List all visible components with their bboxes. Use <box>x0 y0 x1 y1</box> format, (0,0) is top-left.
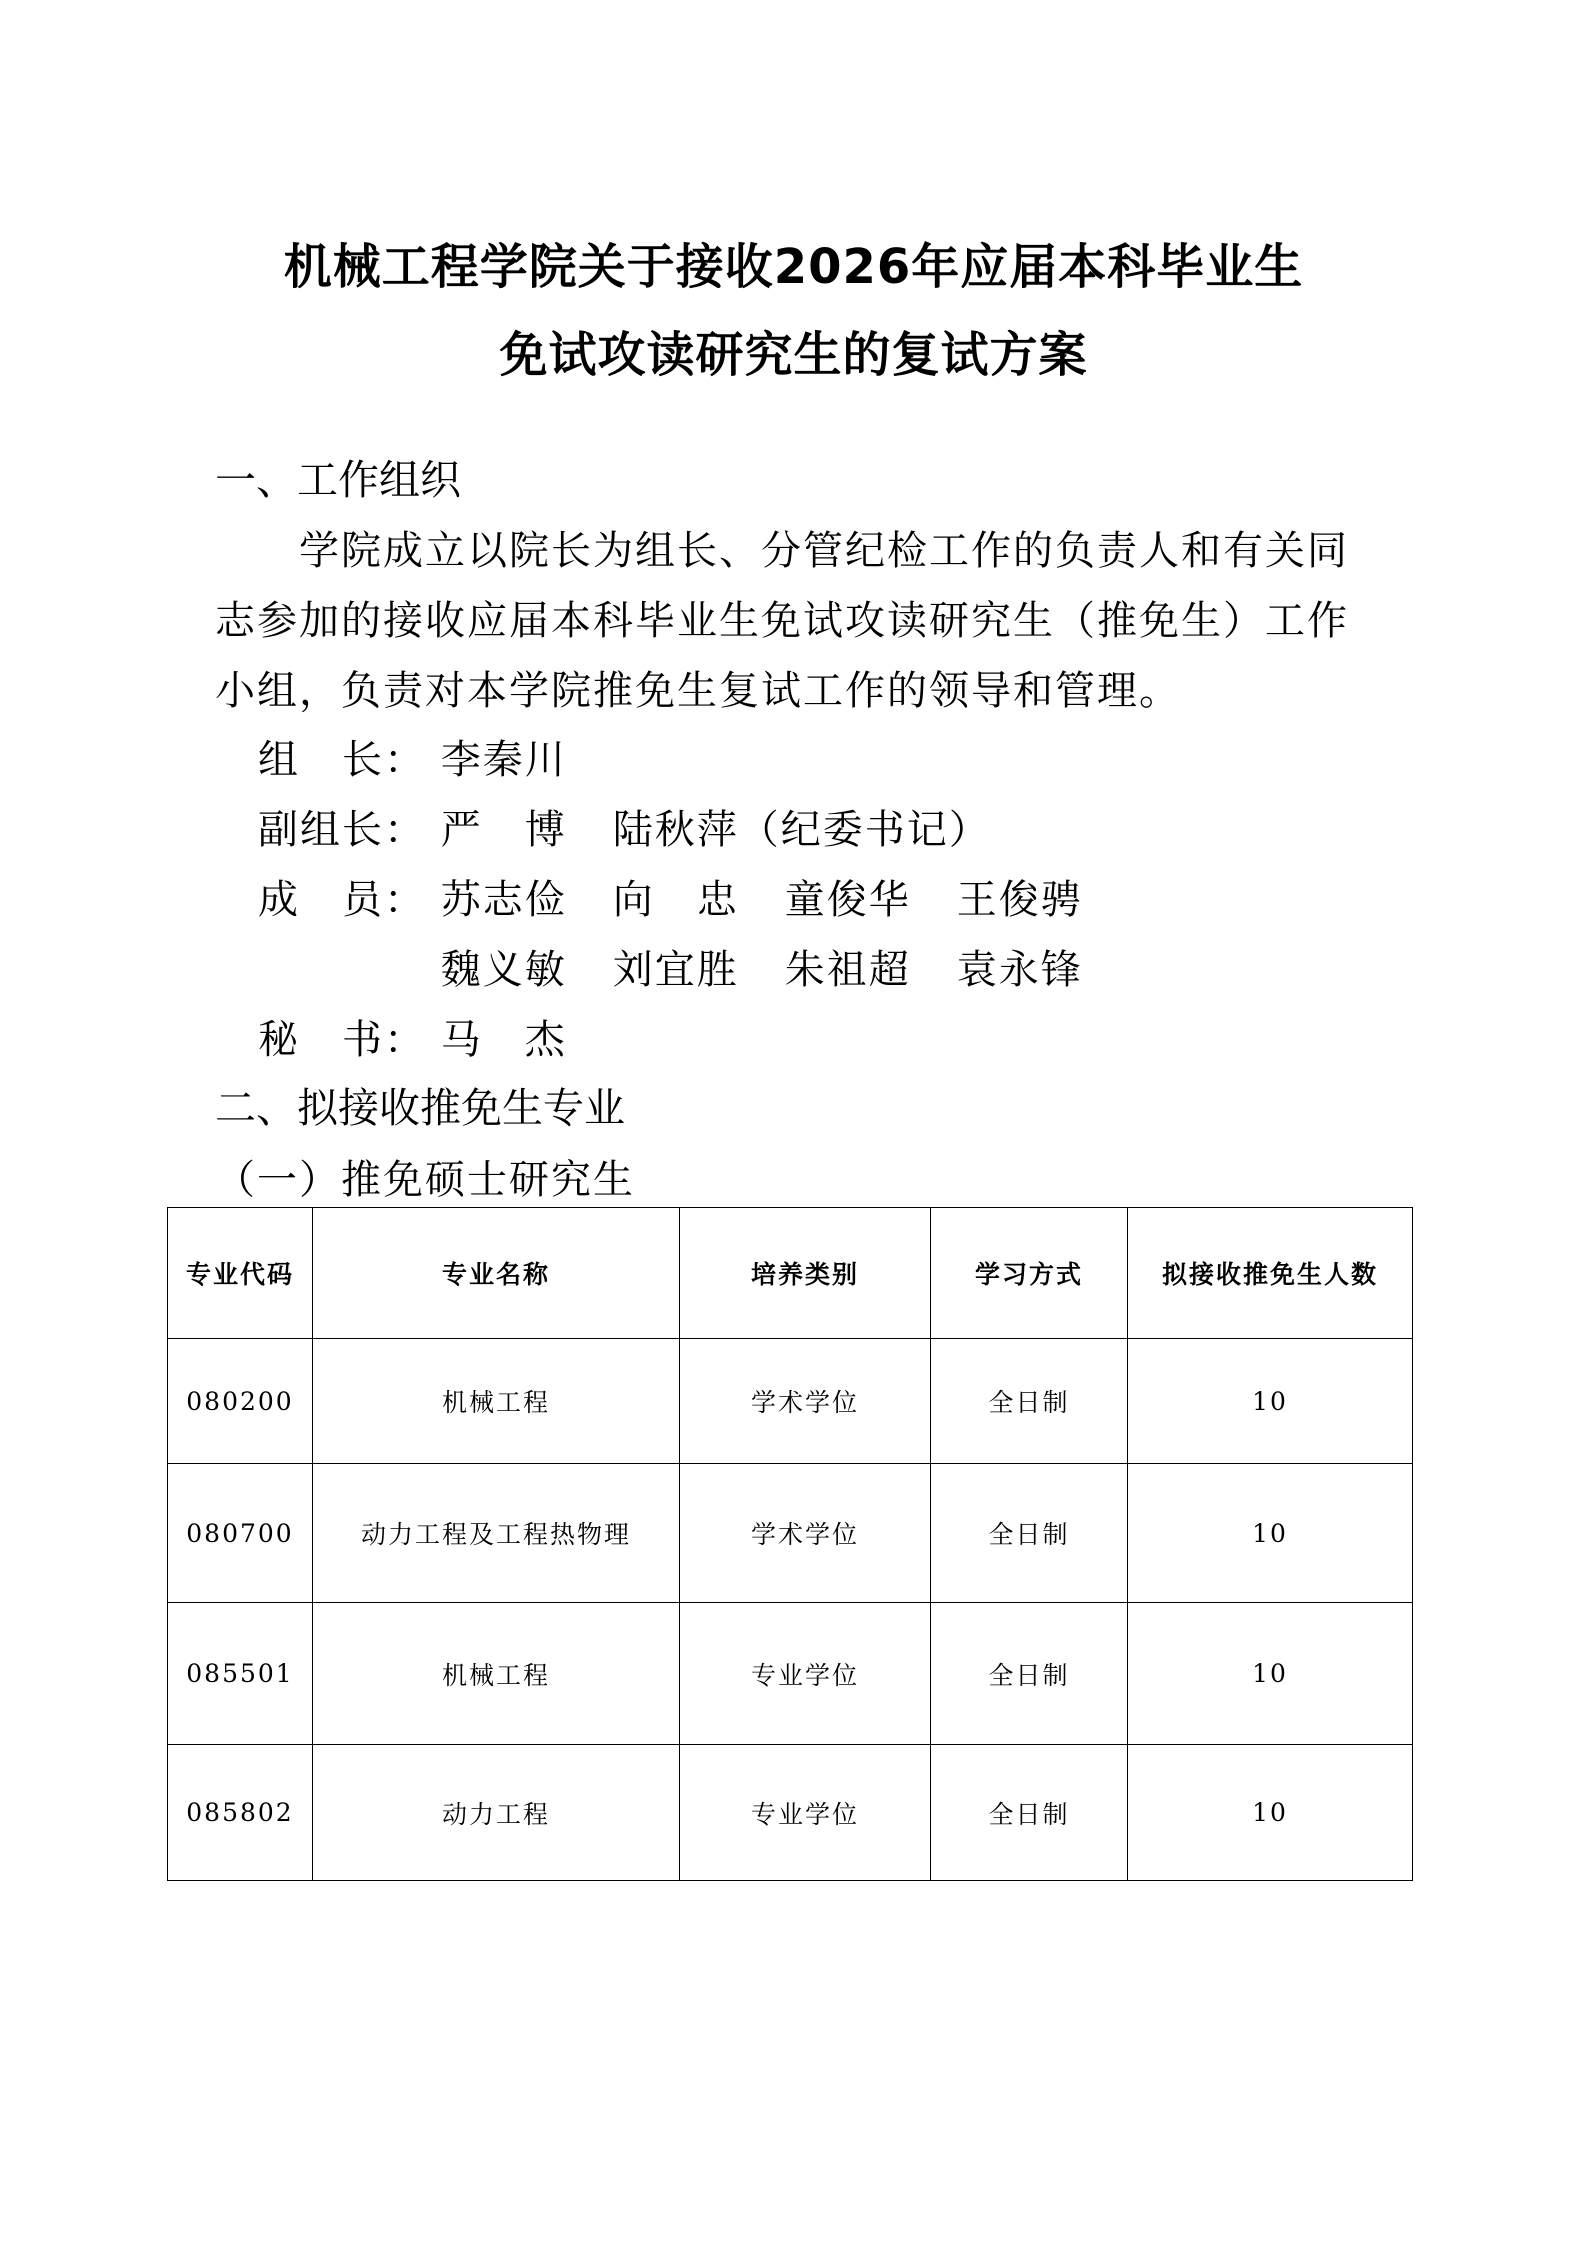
section1-paragraph <box>215 516 1375 726</box>
paragraph-line: 学院成立以院长为组长、分管纪检工作的负责人和有关同 <box>299 528 1349 574</box>
table-row <box>168 1339 1413 1464</box>
cell-training-type: 专业学位 <box>680 1603 931 1745</box>
member-name: 童俊华 <box>784 877 911 923</box>
member-name: 袁永锋 <box>956 947 1083 993</box>
deputy-leader-name: 严 博 <box>440 807 567 853</box>
cell-quota: 10 <box>1128 1464 1413 1603</box>
member-name: 刘宜胜 <box>612 947 739 993</box>
member-name: 王俊骋 <box>956 877 1083 923</box>
leader-label: 组 长： <box>258 737 426 783</box>
leader-row <box>258 732 613 788</box>
members-row <box>258 872 1129 928</box>
paragraph-line: 小组，负责对本学院推免生复试工作的领导和管理。 <box>215 668 1181 714</box>
cell-major-code: 080700 <box>168 1464 313 1603</box>
cell-major-name: 动力工程 <box>313 1745 680 1881</box>
header-training-type: 培养类别 <box>680 1208 931 1339</box>
member-name: 苏志俭 <box>440 877 567 923</box>
header-major-name: 专业名称 <box>313 1208 680 1339</box>
table-row <box>168 1745 1413 1881</box>
table-header-row <box>168 1208 1413 1339</box>
leader-name: 李秦川 <box>440 737 567 783</box>
cell-training-type: 学术学位 <box>680 1464 931 1603</box>
cell-study-mode: 全日制 <box>931 1603 1128 1745</box>
cell-quota: 10 <box>1128 1745 1413 1881</box>
members-label: 成 员： <box>258 877 426 923</box>
document-title-line1: 机械工程学院关于接收2026年应届本科毕业生 <box>283 239 1304 295</box>
cell-major-code: 080200 <box>168 1339 313 1464</box>
cell-study-mode: 全日制 <box>931 1745 1128 1881</box>
cell-quota: 10 <box>1128 1339 1413 1464</box>
member-name: 向 忠 <box>612 877 739 923</box>
header-quota: 拟接收推免生人数 <box>1128 1208 1413 1339</box>
majors-table <box>167 1207 1413 1881</box>
header-study-mode: 学习方式 <box>931 1208 1128 1339</box>
cell-study-mode: 全日制 <box>931 1464 1128 1603</box>
member-name: 魏义敏 <box>440 947 567 993</box>
cell-major-code: 085802 <box>168 1745 313 1881</box>
secretary-label: 秘 书： <box>258 1017 426 1063</box>
member-name: 朱祖超 <box>784 947 911 993</box>
secretary-row <box>258 1012 613 1068</box>
header-major-code: 专业代码 <box>168 1208 313 1339</box>
cell-study-mode: 全日制 <box>931 1339 1128 1464</box>
cell-major-name: 动力工程及工程热物理 <box>313 1464 680 1603</box>
cell-major-code: 085501 <box>168 1603 313 1745</box>
cell-quota: 10 <box>1128 1603 1413 1745</box>
section1-heading: 一、工作组织 <box>215 456 461 504</box>
members-row-continued <box>258 942 1129 998</box>
document-title-line2: 免试攻读研究生的复试方案 <box>499 327 1088 383</box>
deputy-leader-row <box>258 802 991 858</box>
cell-major-name: 机械工程 <box>313 1339 680 1464</box>
cell-training-type: 学术学位 <box>680 1339 931 1464</box>
deputy-leader-label: 副组长： <box>258 807 426 853</box>
secretary-name: 马 杰 <box>440 1017 567 1063</box>
cell-training-type: 专业学位 <box>680 1745 931 1881</box>
section2-heading: 二、拟接收推免生专业 <box>215 1084 625 1132</box>
section2-subheading: （一）推免硕士研究生 <box>215 1157 635 1203</box>
cell-major-name: 机械工程 <box>313 1603 680 1745</box>
table-row <box>168 1603 1413 1745</box>
table-row <box>168 1464 1413 1603</box>
deputy-leader-name: 陆秋萍（纪委书记） <box>612 807 991 853</box>
paragraph-line: 志参加的接收应届本科毕业生免试攻读研究生（推免生）工作 <box>215 598 1349 644</box>
